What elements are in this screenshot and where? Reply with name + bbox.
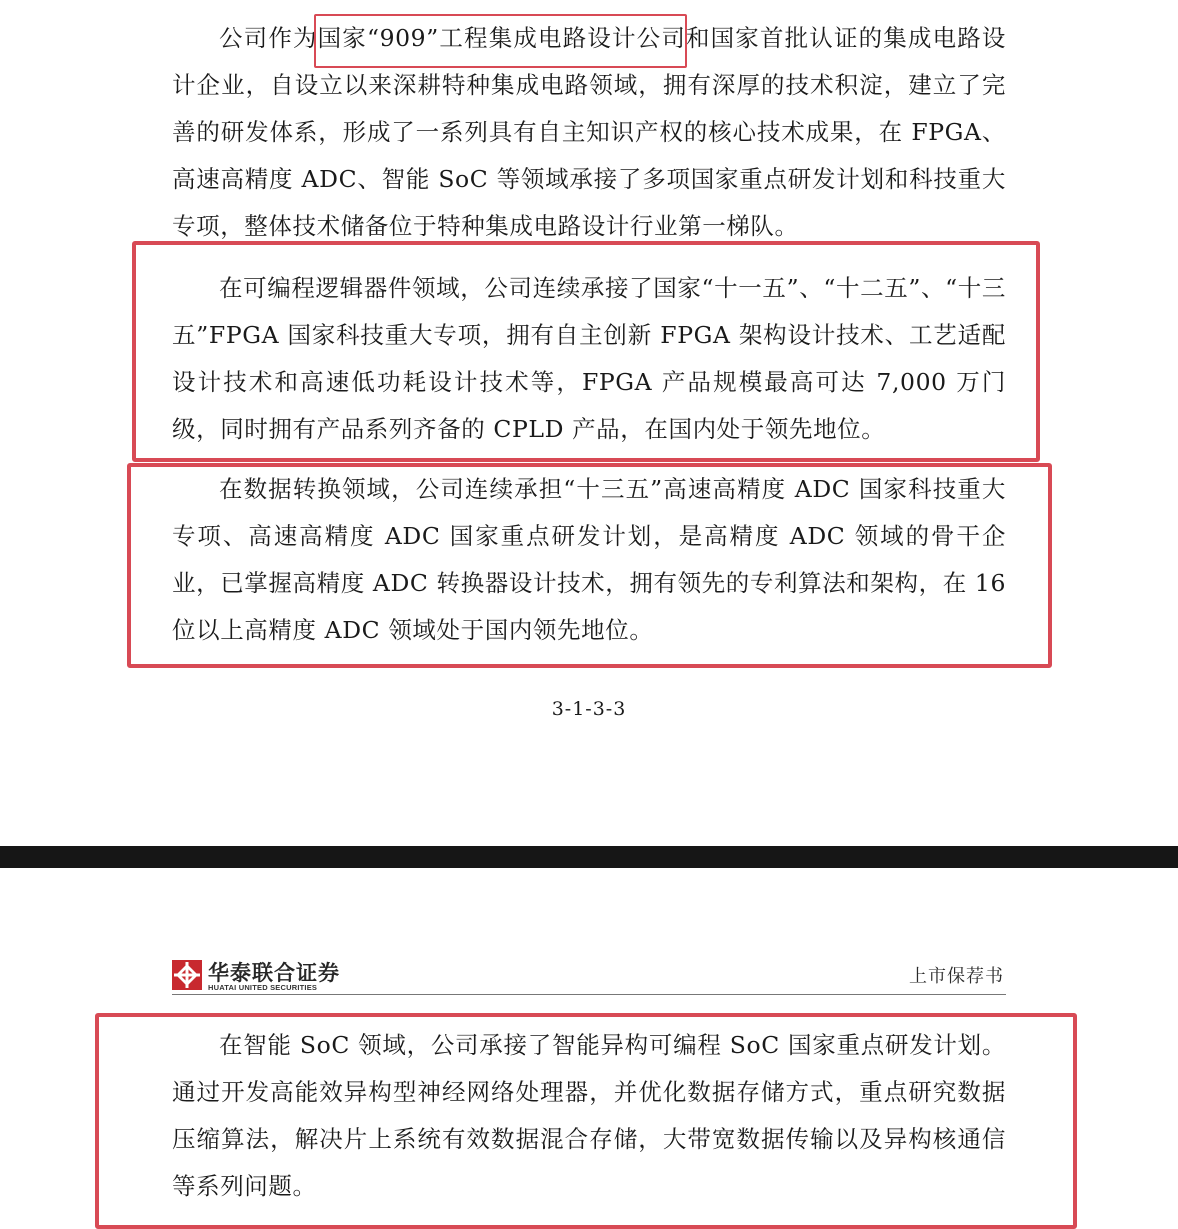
- logo-text-cn: 华泰联合证券: [208, 961, 340, 985]
- paragraph-soc: 在智能 SoC 领域，公司承接了智能异构可编程 SoC 国家重点研发计划。通过开发高能效异构型神经网络处理器，并优化数据存储方式，重点研究数据压缩算法，解决片上系统有效数据混合存储，大带宽数据传输以及异构核通信等系列问题。: [172, 1031, 1006, 1200]
- highlight-box-fpga: [132, 241, 1040, 462]
- logo-text-en: HUATAI UNITED SECURITIES: [208, 983, 318, 992]
- page-divider: [0, 846, 1178, 868]
- paragraph-company-overview: 公司作为国家“909”工程集成电路设计公司和国家首批认证的集成电路设计企业，自设立以来深耕特种集成电路领域，拥有深厚的技术积淀，建立了完善的研发体系，形成了一系列具有自主知识产权的核心技术成果，在 FPGA、高速高精度 ADC、智能 SoC 等领域承接了多项国家重点研发计划和科技重大专项，整体技术储备位于特种集成电路设计行业第一梯队。: [172, 24, 1006, 240]
- page-header: [172, 960, 1006, 995]
- huatai-logo-icon: [172, 960, 202, 990]
- highlight-box-soc: [95, 1013, 1077, 1229]
- page-number: 3-1-3-3: [551, 698, 627, 720]
- document-page-bottom: [0, 868, 1178, 1229]
- document-type-label: 上市保荐书: [909, 966, 1004, 987]
- highlight-box-adc: [127, 463, 1052, 668]
- paragraph-fpga: 在可编程逻辑器件领域，公司连续承接了国家“十一五”、“十二五”、“十三五”FPGA 国家科技重大专项，拥有自主创新 FPGA 架构设计技术、工艺适配设计技术和高速低功耗设计技术等，FPGA 产品规模最高可达 7,000 万门级，同时拥有产品系列齐备的 CPLD 产品，在国内处于领先地位。: [172, 274, 1006, 443]
- highlight-box-909-project: [314, 14, 687, 68]
- paragraph-adc: 在数据转换领域，公司连续承担“十三五”高速高精度 ADC 国家科技重大专项、高速高精度 ADC 国家重点研发计划，是高精度 ADC 领域的骨干企业，已掌握高精度 ADC 转换器设计技术，拥有领先的专利算法和架构，在 16 位以上高精度 ADC 领域处于国内领先地位。: [172, 475, 1006, 644]
